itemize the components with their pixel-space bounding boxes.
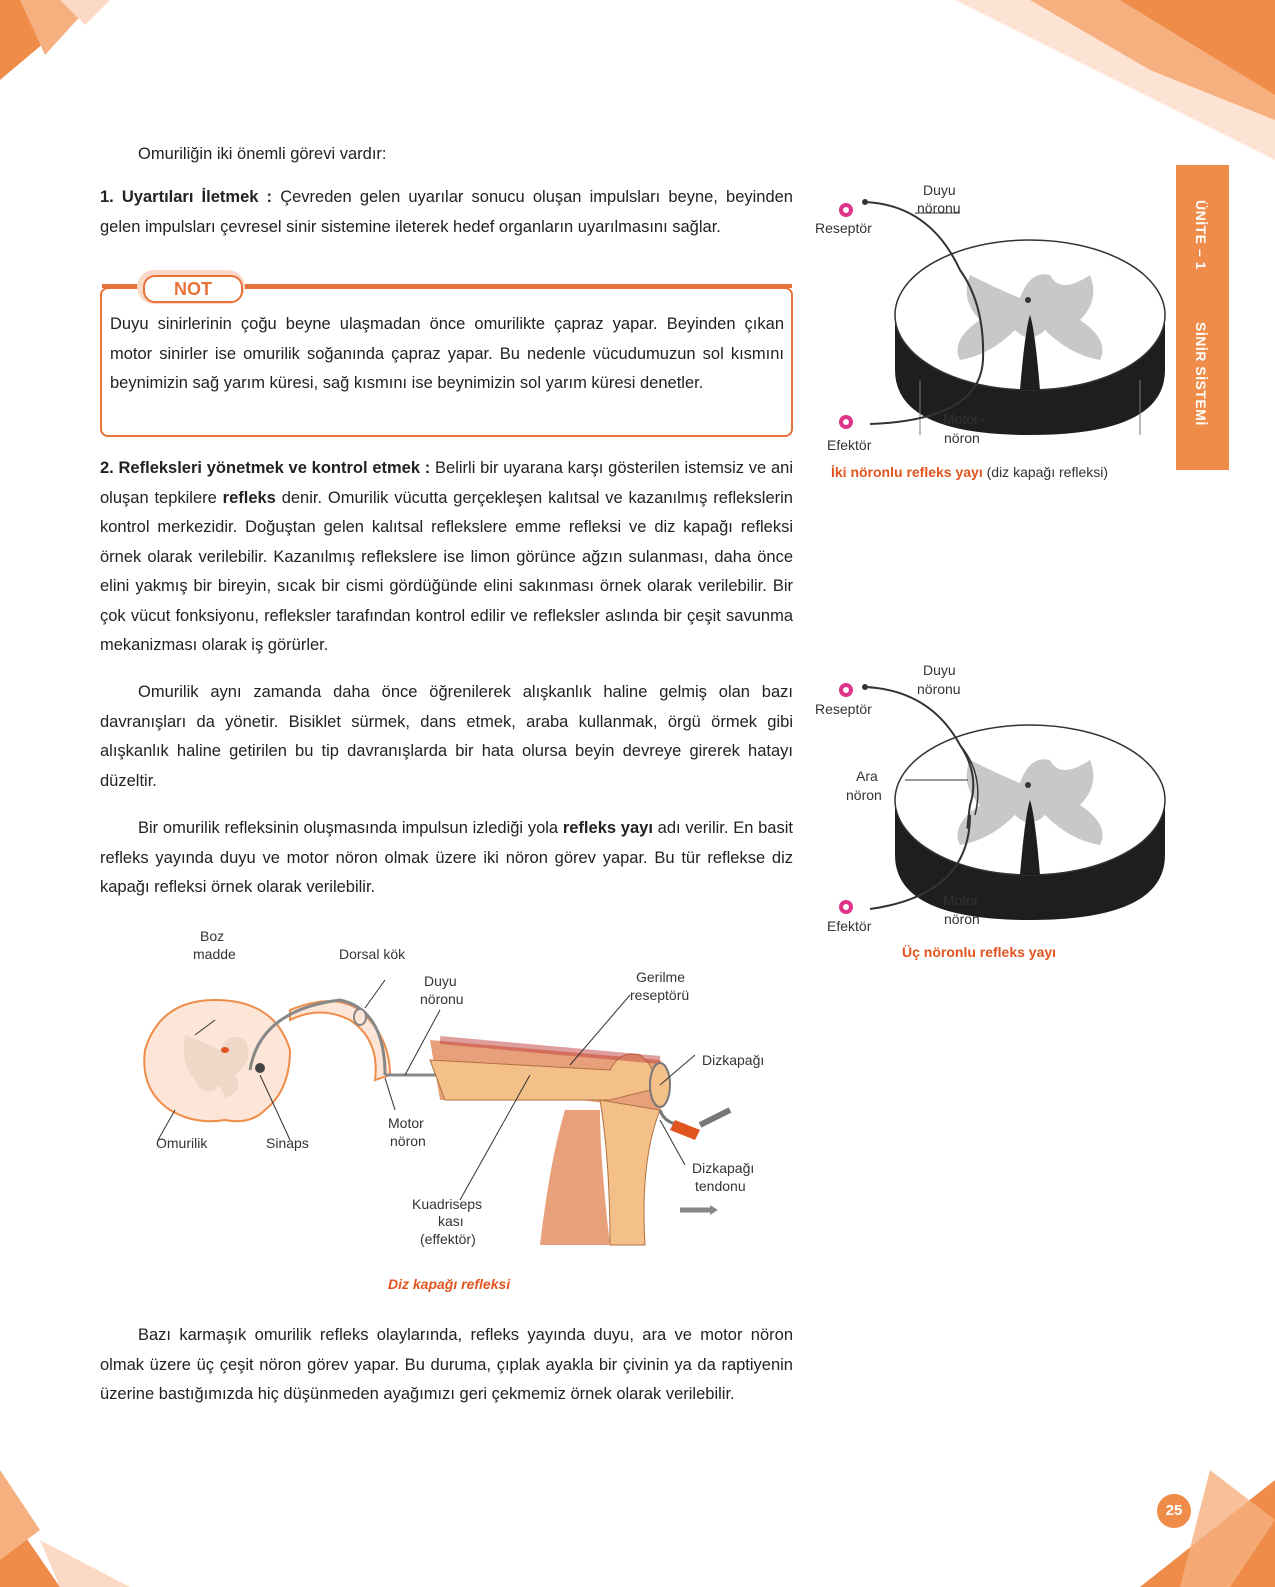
unit-label: ÜNİTE – 1 [1193, 200, 1209, 270]
fig3-kuad2: kası [438, 1213, 464, 1229]
section1-body: Çevreden gelen uyarılar sonucu oluşan impulsları beyne, beyinden gelen impulsları çevresel sinir sistemine ileterek hedef organların uyarılmasını sağlar. [100, 188, 793, 236]
fig3-omurilik: Omurilik [156, 1135, 208, 1151]
section2-body-b: denir. Omurilik vücutta gerçekleşen kalıtsal ve kazanılmış reflekslerin kontrol merkezidir. Doğuştan gelen kalıtsal reflekslere emme refleksi ve diz kapağı refleksi örnek olarak verilebilir. Kazanılmış reflekslere ise limon görünce ağzın sulanması, daha önce elini yakmış bir bireyin, sıcak bir cismi gördüğünde elini sakınması örnek olarak verilebilir. Bir çok vücut fonksiyonu, refleksler tarafından kontrol edilir ve refleksler aslında bir çeşit savunma mekanizması olarak iş görürler. [100, 488, 793, 654]
fig1-noron: nöron [944, 430, 980, 446]
fig3-boz: Boz [200, 928, 225, 944]
fig1-noronu: nöronu [917, 200, 961, 216]
fig3-madde: madde [193, 946, 236, 962]
paragraph-3: Omurilik aynı zamanda daha önce öğrenilerek alışkanlık haline gelmiş olan bazı davranışları da yönetir. Bisiklet sürmek, dans etmek, araba kullanmak, örgü örmek gibi alışkanlık haline getirilen bu tip davranışlarda bir hata olursa beyin devreye girerek hatayı düzeltir. [100, 683, 793, 790]
section1-heading: 1. Uyartıları İletmek : [100, 188, 273, 206]
fig1-reseptor: Reseptör [815, 220, 872, 236]
fig1-caption-bold: İki nöronlu refleks yayı [831, 464, 983, 480]
note-badge: NOT [143, 275, 243, 303]
section1-paragraph [100, 183, 793, 242]
fig1-motor: Motor [943, 411, 979, 427]
fig3-caption: Diz kapağı refleksi [388, 1276, 511, 1292]
fig1-duyu: Duyu [923, 182, 956, 198]
fig2-noron: nöron [944, 911, 980, 927]
topic-label: SİNİR SİSTEMİ [1193, 322, 1209, 426]
fig3-noron: nöron [390, 1133, 426, 1149]
fig3-dizkapagi: Dizkapağı [702, 1052, 765, 1068]
section2-body-a: Belirli bir uyarana karşı gösterilen istemsiz ve ani oluşan tepkilere [100, 459, 794, 507]
fig1-efektor: Efektör [827, 437, 872, 453]
fig1-caption [831, 464, 1108, 480]
note-text: Duyu sinirlerinin çoğu beyne ulaşmadan önce omurilikte çapraz yapar. Beyinden çıkan motor sinirler ise omurilik soğanında çapraz yapar. Bu nedenle vücudumuzun sol kısmını beynimizin sağ yarım küresi, sağ kısmını ise beynimizin sol yarım küresi denetler. [110, 315, 784, 392]
section2-paragraph [100, 454, 793, 661]
refleks-term: refleks [222, 488, 276, 507]
fig2-noronu: nöronu [917, 681, 961, 697]
fig2-ara-noron: nöron [846, 787, 882, 803]
fig3-noronu: nöronu [420, 991, 464, 1007]
para4-b: adı verilir. En basit refleks yayında duyu ve motor nöron olmak üzere iki nöron görev yapar. Bu tür reflekse diz kapağı refleksi örnek olarak verilebilir. [100, 819, 793, 896]
fig2-duyu: Duyu [923, 662, 956, 678]
page-number: 25 [1154, 1491, 1194, 1531]
fig1-caption-rest: (diz kapağı refleksi) [982, 464, 1109, 480]
fig3-gerilme: Gerilme [636, 969, 686, 985]
fig2-motor: Motor [943, 892, 979, 908]
para4-a: Bir omurilik refleksinin oluşmasında impulsun izlediği yola [138, 819, 563, 837]
fig3-kuad3: (effektör) [420, 1231, 476, 1247]
paragraph-4 [100, 814, 793, 903]
section2-heading: 2. Refleksleri yönetmek ve kontrol etmek : [100, 459, 431, 477]
fig3-reseptoru: reseptörü [630, 987, 690, 1003]
fig2-ara: Ara [856, 768, 878, 784]
fig3-tendon2: tendonu [695, 1178, 746, 1194]
fig3-kuad1: Kuadriseps [412, 1196, 483, 1212]
fig3-tendon1: Dizkapağı [692, 1160, 755, 1176]
intro-text: Omuriliğin iki önemli görevi vardır: [138, 145, 387, 163]
fig2-reseptor: Reseptör [815, 701, 872, 717]
fig2-caption: Üç nöronlu refleks yayı [902, 944, 1057, 960]
fig2-efektor: Efektör [827, 918, 872, 934]
fig3-motor: Motor [388, 1115, 424, 1131]
fig3-dorsal: Dorsal kök [339, 946, 406, 962]
paragraph-5: Bazı karmaşık omurilik refleks olaylarında, refleks yayında duyu, ara ve motor nöron olmak üzere üç çeşit nöron görev yapar. Bu duruma, çıplak ayakla bir çivinin ya da raptiyenin üzerine bastığımızda hiç düşünmeden ayağımızı geri çekmemiz örnek olarak verilebilir. [100, 1326, 793, 1403]
fig3-duyu: Duyu [424, 973, 457, 989]
fig3-sinaps: Sinaps [266, 1135, 309, 1151]
refleks-yayi-term: refleks yayı [562, 819, 653, 837]
